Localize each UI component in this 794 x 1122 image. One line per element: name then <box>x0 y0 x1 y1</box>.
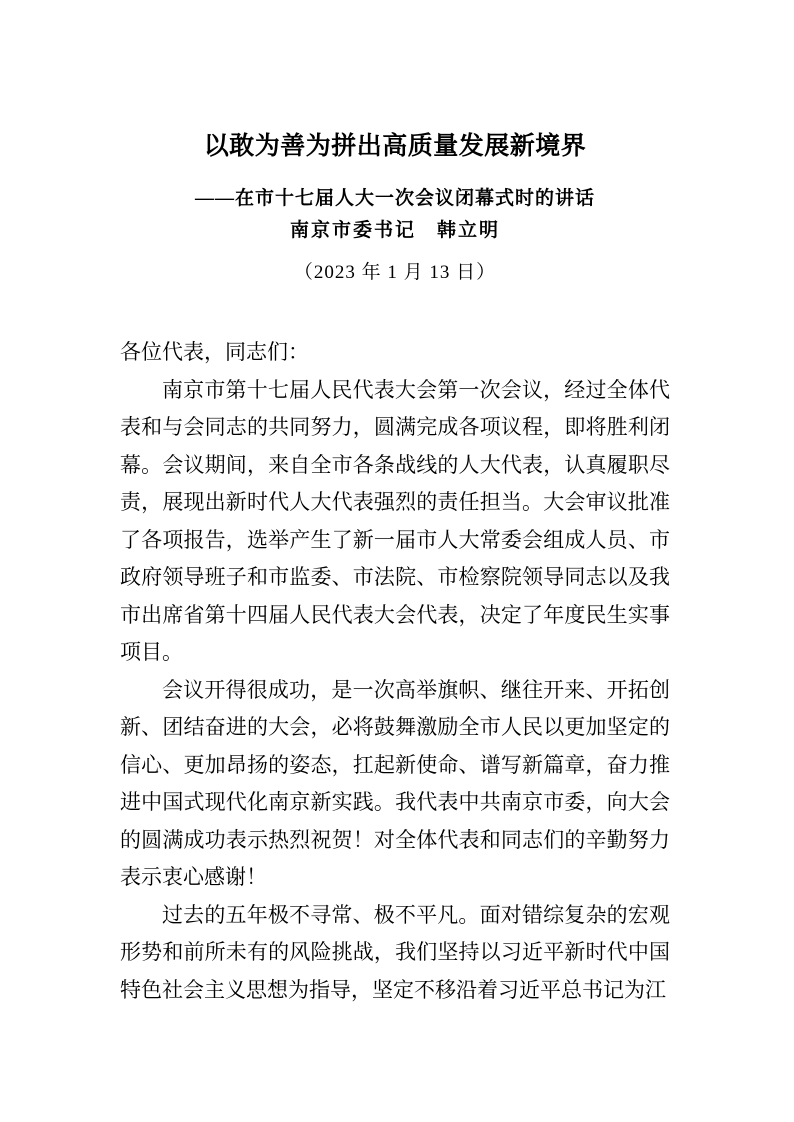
paragraph: 南京市第十七届人民代表大会第一次会议，经过全体代表和与会同志的共同努力，圆满完成各项议程，即将胜利闭幕。会议期间，来自全市各条战线的人大代表，认真履职尽责，展现出新时代人大代表强烈的责任担当。大会审议批准了各项报告，选举产生了新一届市人大常委会组成人员、市政府领导班子和市监委、市法院、市检察院领导同志以及我市出席省第十四届人民代表大会代表，决定了年度民生实事项目。 <box>120 377 670 664</box>
paragraph: 过去的五年极不寻常、极不平凡。面对错综复杂的宏观形势和前所未有的风险挑战，我们坚持以习近平新时代中国特色社会主义思想为指导，坚定不移沿着习近平总书记为江 <box>120 902 670 1002</box>
salutation: 各位代表，同志们： <box>120 340 309 364</box>
doc-title: 以敢为善为拼出高质量发展新境界 <box>203 133 587 160</box>
doc-body <box>120 334 670 1009</box>
doc-date: （2023 年 1 月 13 日） <box>293 262 497 283</box>
doc-author-line: 南京市委书记 韩立明 <box>289 220 500 241</box>
doc-subtitle: ——在市十七届人大一次会议闭幕式时的讲话 <box>194 188 595 209</box>
paragraph: 会议开得很成功，是一次高举旗帜、继往开来、开拓创新、团结奋进的大会，必将鼓舞激励全市人民以更加坚定的信心、更加昂扬的姿态，扛起新使命、谱写新篇章，奋力推进中国式现代化南京新实践。我代表中共南京市委，向大会的圆满成功表示热烈祝贺！对全体代表和同志们的辛勤努力表示衷心感谢！ <box>120 677 670 889</box>
